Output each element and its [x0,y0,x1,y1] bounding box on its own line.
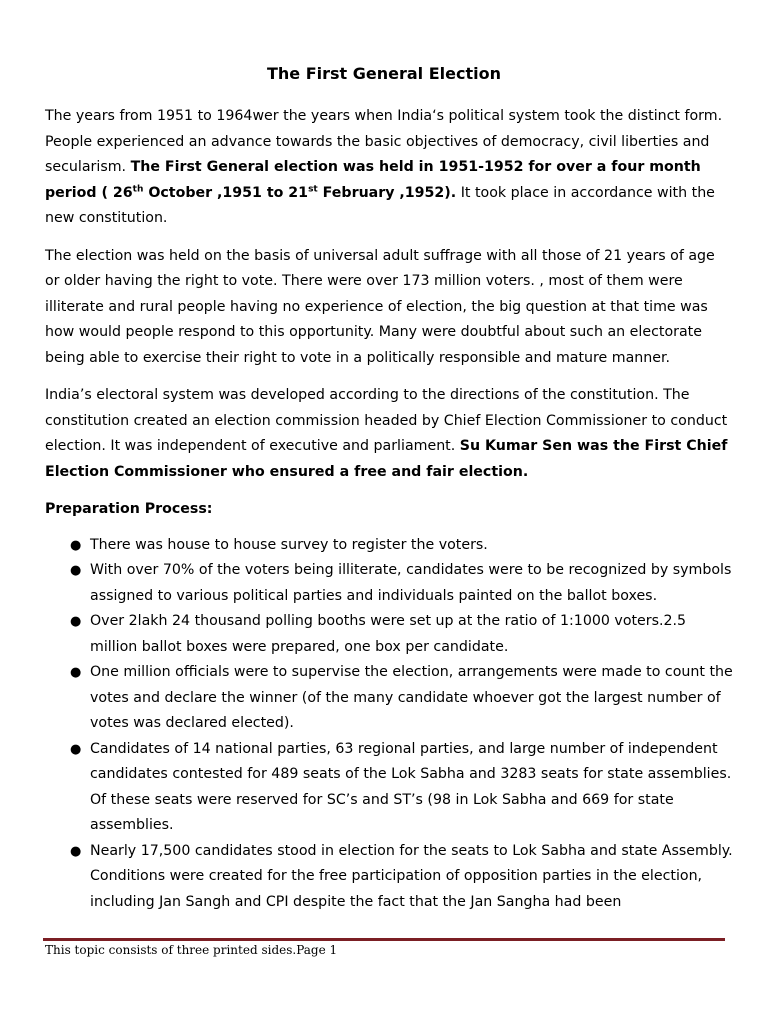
list-item-text: With over 70% of the voters being illiterate, candidates were to be recognized by symbols assigned to various political parties and individuals painted on the ballot boxes. [90,562,732,604]
intro-bold-c: February ,1952). [317,184,457,201]
intro-sup-a: th [132,183,144,194]
bullet-list [45,533,733,916]
bullet-icon: ● [70,537,82,553]
bullet-icon: ● [70,843,82,859]
list-item-text: Nearly 17,500 candidates stood in election for the seats to Lok Sabha and state Assembly. Conditions were created for the free participation of opposition parties in the election, including Jan Sangh and CPI despite the fact that the Jan Sangha had been [90,842,733,910]
list-item [45,737,733,839]
electoral-bold: Su Kumar Sen was the First Chief Election Commissioner who ensured a free and fair election. [45,438,728,480]
bullet-icon: ● [70,614,82,629]
list-item-text: There was house to house survey to register the voters. [90,536,488,553]
intro-text: The years from 1951 to 1964wer the years when India‘s political system took the distinct form. People experienced an advance towards the basic objectives of democracy, civil liberties and secularism. [45,108,723,175]
list-item [45,609,733,660]
intro-text-end: It took place in accordance with the new constitution. [45,184,715,226]
list-item [45,660,733,737]
section-heading: Preparation Process: [45,501,213,517]
list-item [45,533,733,559]
intro-sup-b: st [308,183,318,194]
list-item-text: Candidates of 14 national parties, 63 regional parties, and large number of independent candidates contested for 489 seats of the Lok Sabha and 3283 seats for state assemblies. Of these seats were reserved for SC’s and ST’s (98 in Lok Sabha and 669 for state assemblies. [90,740,732,833]
page-title: The First General Election [266,64,501,83]
paragraph-intro [45,104,733,232]
list-item [45,839,733,916]
intro-bold-a: The First General election was held in 1951-1952 for over a four month period ( 26 [45,159,701,201]
bullet-icon: ● [70,741,82,757]
list-item-text: One million officials were to supervise the election, arrangements were made to count the votes and declare the winner (of the many candidate whoever got the largest number of votes was declared elected). [90,664,733,731]
paragraph-suffrage: The election was held on the basis of universal adult suffrage with all those of 21 years of age or older having the right to vote. There were over 173 million voters. , most of them were illiterate and rural people having no experience of election, the big question at that time was how would people respond to this opportunity. Many were doubtful about such an electorate being able to exercise their right to vote in a politically responsible and mature manner. [45,247,715,366]
list-item-text: Over 2lakh 24 thousand polling booths were set up at the ratio of 1:1000 voters.2.5 million ballot boxes were prepared, one box per candidate. [90,613,687,655]
footer-divider [43,938,725,941]
bullet-icon: ● [70,665,82,680]
electoral-text: India’s electoral system was developed according to the directions of the constitution. The constitution created an election commission headed by Chief Election Commissioner to conduct election. It was independent of executive and parliament. [45,387,728,454]
intro-bold-b: October ,1951 to 21 [143,184,309,201]
paragraph-electoral-system [45,383,733,485]
bullet-icon: ● [70,563,82,578]
list-item [45,558,733,609]
document-body [45,104,733,915]
page-footer: This topic consists of three printed sides.Page 1 [45,943,338,957]
